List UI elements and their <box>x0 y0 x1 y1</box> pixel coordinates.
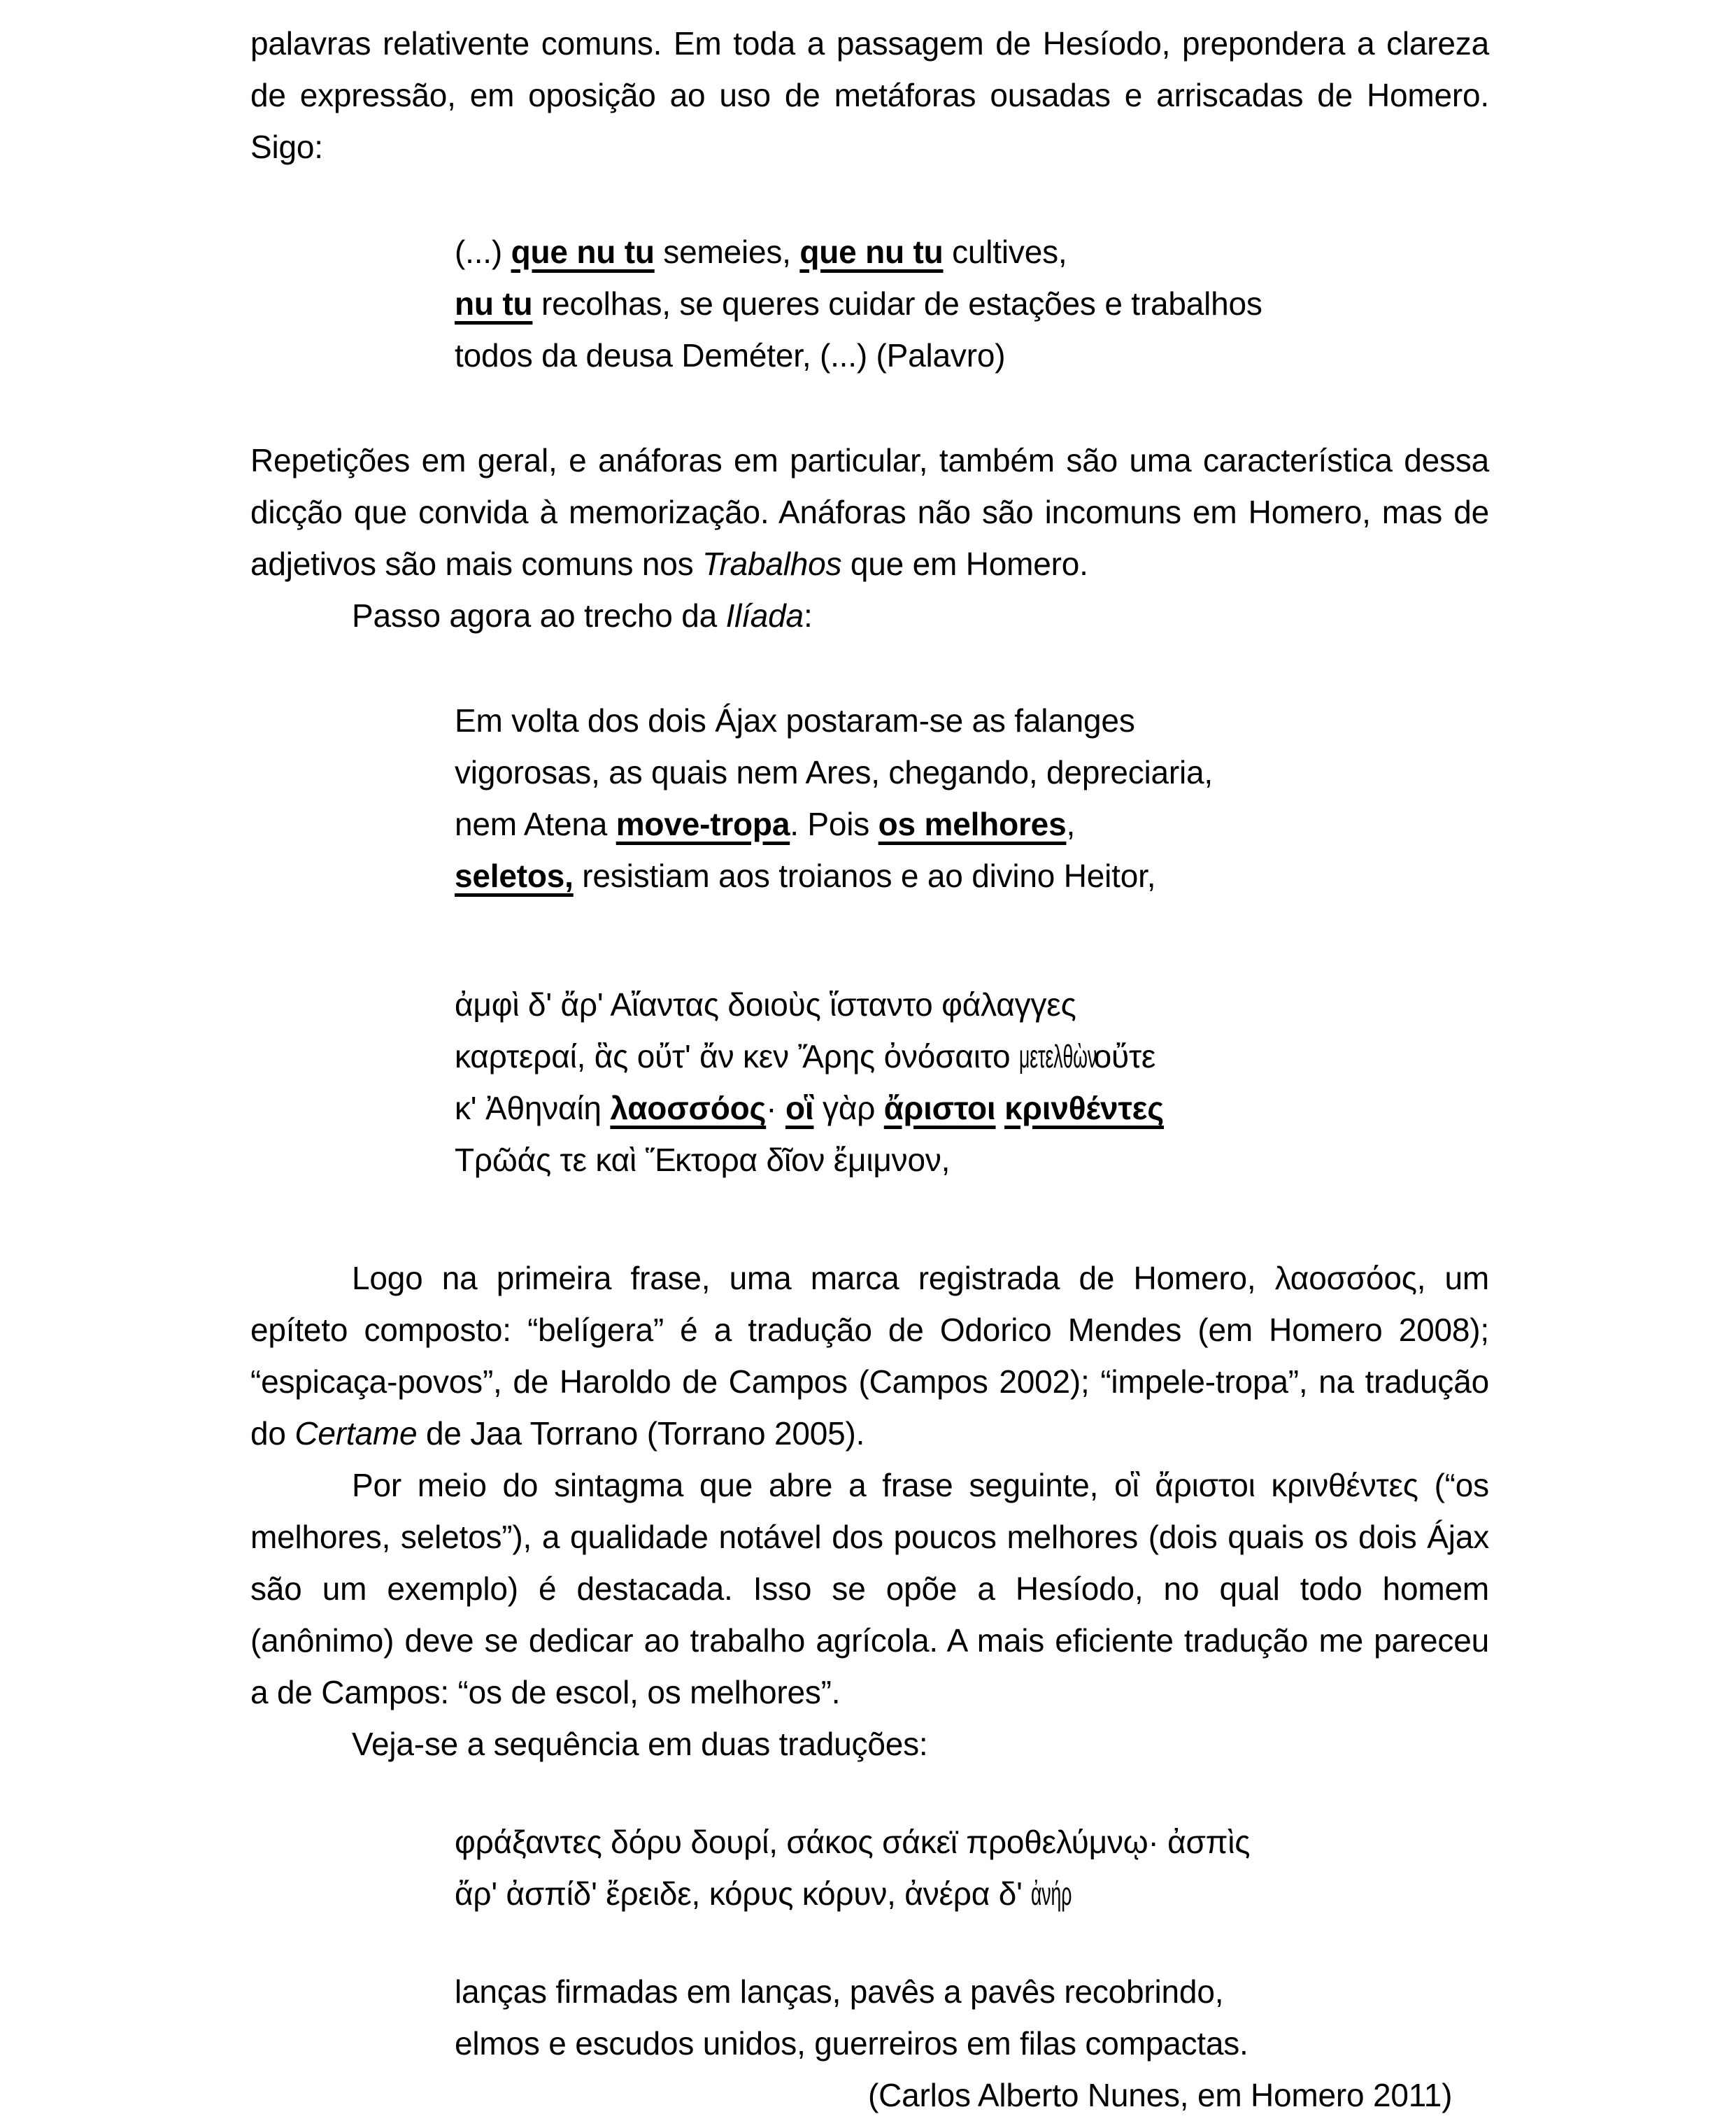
text-segment: καρτεραί, ἃς οὔτ' ἄν κεν Ἄρης ὀνόσαιτο <box>455 1038 1020 1074</box>
text-segment: Passo agora ao trecho da <box>352 597 726 634</box>
text-segment: . Pois <box>790 806 878 842</box>
verse-line <box>455 1966 1489 2017</box>
text-segment: de Jaa Torrano (Torrano 2005). <box>417 1415 865 1452</box>
verse-line <box>455 329 1489 381</box>
text-segment: lanças firmadas em lanças, pavês a pavês recobrindo, <box>455 1973 1224 2010</box>
text-segment <box>995 1090 1004 1126</box>
text-segment: ἄρ' ἀσπίδ' ἔρειδε, κόρυς κόρυν, ἀνέρα δ' <box>455 1875 1032 1912</box>
verse-line <box>455 1868 1489 1920</box>
text-segment: todos da deusa Deméter, (...) (Palavro) <box>455 337 1006 374</box>
text-segment: Τρῶάς τε καὶ Ἕκτορα δῖον ἔμιμνον, <box>455 1142 951 1178</box>
emphasized-text: nu tu <box>455 285 533 322</box>
text-segment: cultives, <box>943 234 1067 270</box>
text-segment: , <box>1066 806 1076 842</box>
text-segment: φράξαντες δόρυ δουρί, σάκος σάκεϊ προθελύμνῳ· ἀσπὶς <box>455 1824 1251 1860</box>
verse-line <box>455 1816 1489 1868</box>
text-segment: palavras relativente comuns. Em toda a passagem de Hesíodo, prepondera a clareza de expressão, em oposição ao uso de metáforas ousadas e arriscadas de Homero. Sigo: <box>250 25 1489 165</box>
emphasized-text: que nu tu <box>799 234 944 270</box>
text-segment: resistiam aos troianos e ao divino Heitor, <box>573 858 1156 894</box>
verse-line <box>455 746 1489 798</box>
paragraph-logo-na <box>250 1252 1489 1459</box>
verse-line <box>455 1030 1489 1082</box>
emphasized-text: ἄριστοι <box>883 1090 996 1126</box>
verse-line <box>455 695 1489 746</box>
verse-line <box>455 979 1489 1030</box>
verse-line <box>455 798 1489 850</box>
emphasized-text: οἳ <box>785 1090 814 1126</box>
verse-quote-nunes-pt <box>455 1966 1489 2069</box>
paragraph-intro <box>250 17 1489 173</box>
text-segment: μετελθὼν <box>1019 1038 1097 1074</box>
verse-line <box>455 850 1489 902</box>
verse-quote-greek-couplet <box>455 1816 1489 1920</box>
emphasized-text: seletos, <box>455 858 574 894</box>
emphasized-text: os melhores <box>878 806 1067 842</box>
verse-quote-iliada-greek <box>455 979 1489 1186</box>
attribution-line <box>250 2069 1489 2121</box>
text-segment: οὔτε <box>1093 1038 1156 1074</box>
italic-text: Trabalhos <box>702 546 842 582</box>
text-segment: (...) <box>455 234 511 270</box>
text-segment: ἀμφὶ δ' ἄρ' Αἴαντας δοιοὺς ἵσταντο φάλαγγες <box>455 986 1076 1023</box>
verse-quote-hesiodo-pt <box>455 226 1489 381</box>
verse-line <box>455 1082 1489 1134</box>
text-segment: recolhas, se queres cuidar de estações e trabalhos <box>532 285 1262 322</box>
text-segment: : <box>803 597 813 634</box>
text-segment: Veja-se a sequência em duas traduções: <box>352 1726 928 1762</box>
emphasized-text: λαοσσόος <box>610 1090 767 1126</box>
verse-line <box>455 226 1489 278</box>
paragraph-veja-se <box>250 1718 1489 1770</box>
emphasized-text: que nu tu <box>511 234 655 270</box>
paragraph-repeticoes <box>250 434 1489 590</box>
paragraph-por-meio <box>250 1459 1489 1718</box>
document-body <box>250 17 1489 2121</box>
text-segment: · <box>766 1090 785 1126</box>
verse-line <box>455 278 1489 329</box>
emphasized-text: move-tropa <box>616 806 790 842</box>
verse-quote-iliada-pt <box>455 695 1489 902</box>
verse-line <box>455 2017 1489 2069</box>
text-segment: semeies, <box>654 234 800 270</box>
text-segment: ἀνήρ <box>1031 1875 1072 1912</box>
italic-text: Certame <box>294 1415 418 1452</box>
text-segment: Em volta dos dois Ájax postaram-se as falanges <box>455 702 1135 739</box>
text-segment: Logo na primeira frase, uma marca registrada de Homero, λαοσσόος, um epíteto composto: “belígera” é a tradução de Odorico Mendes (em Homero 2008); “espicaça-povos”, de Haroldo de Campos (Campos 2002); “impele-tropa”, na tradução do <box>250 1260 1489 1452</box>
text-segment: vigorosas, as quais nem Ares, chegando, depreciaria, <box>455 754 1214 790</box>
text-segment: κ' Ἀθηναίη <box>455 1090 611 1126</box>
text-segment: Repetições em geral, e anáforas em particular, também são uma característica dessa dicção que convida à memorização. Anáforas não são incomuns em Homero, mas de adjetivos são mais comuns nos <box>250 442 1489 582</box>
text-segment: γὰρ <box>813 1090 884 1126</box>
text-segment: Por meio do sintagma que abre a frase seguinte, οἳ ἄριστοι κρινθέντες (“os melhores, seletos”), a qualidade notável dos poucos melhores (dois quais os dois Ájax são um exemplo) é destacada. Isso se opõe a Hesíodo, no qual todo homem (anônimo) deve se dedicar ao trabalho agrícola. A mais eficiente tradução me pareceu a de Campos: “os de escol, os melhores”. <box>250 1467 1489 1710</box>
paragraph-passo-agora <box>250 590 1489 641</box>
italic-text: Ilíada <box>725 597 804 634</box>
emphasized-text: κρινθέντες <box>1004 1090 1165 1126</box>
text-segment: (Carlos Alberto Nunes, em Homero 2011) <box>868 2077 1453 2113</box>
text-segment: nem Atena <box>455 806 616 842</box>
text-segment: elmos e escudos unidos, guerreiros em filas compactas. <box>455 2025 1248 2062</box>
text-segment: que em Homero. <box>841 546 1088 582</box>
verse-line <box>455 1134 1489 1186</box>
